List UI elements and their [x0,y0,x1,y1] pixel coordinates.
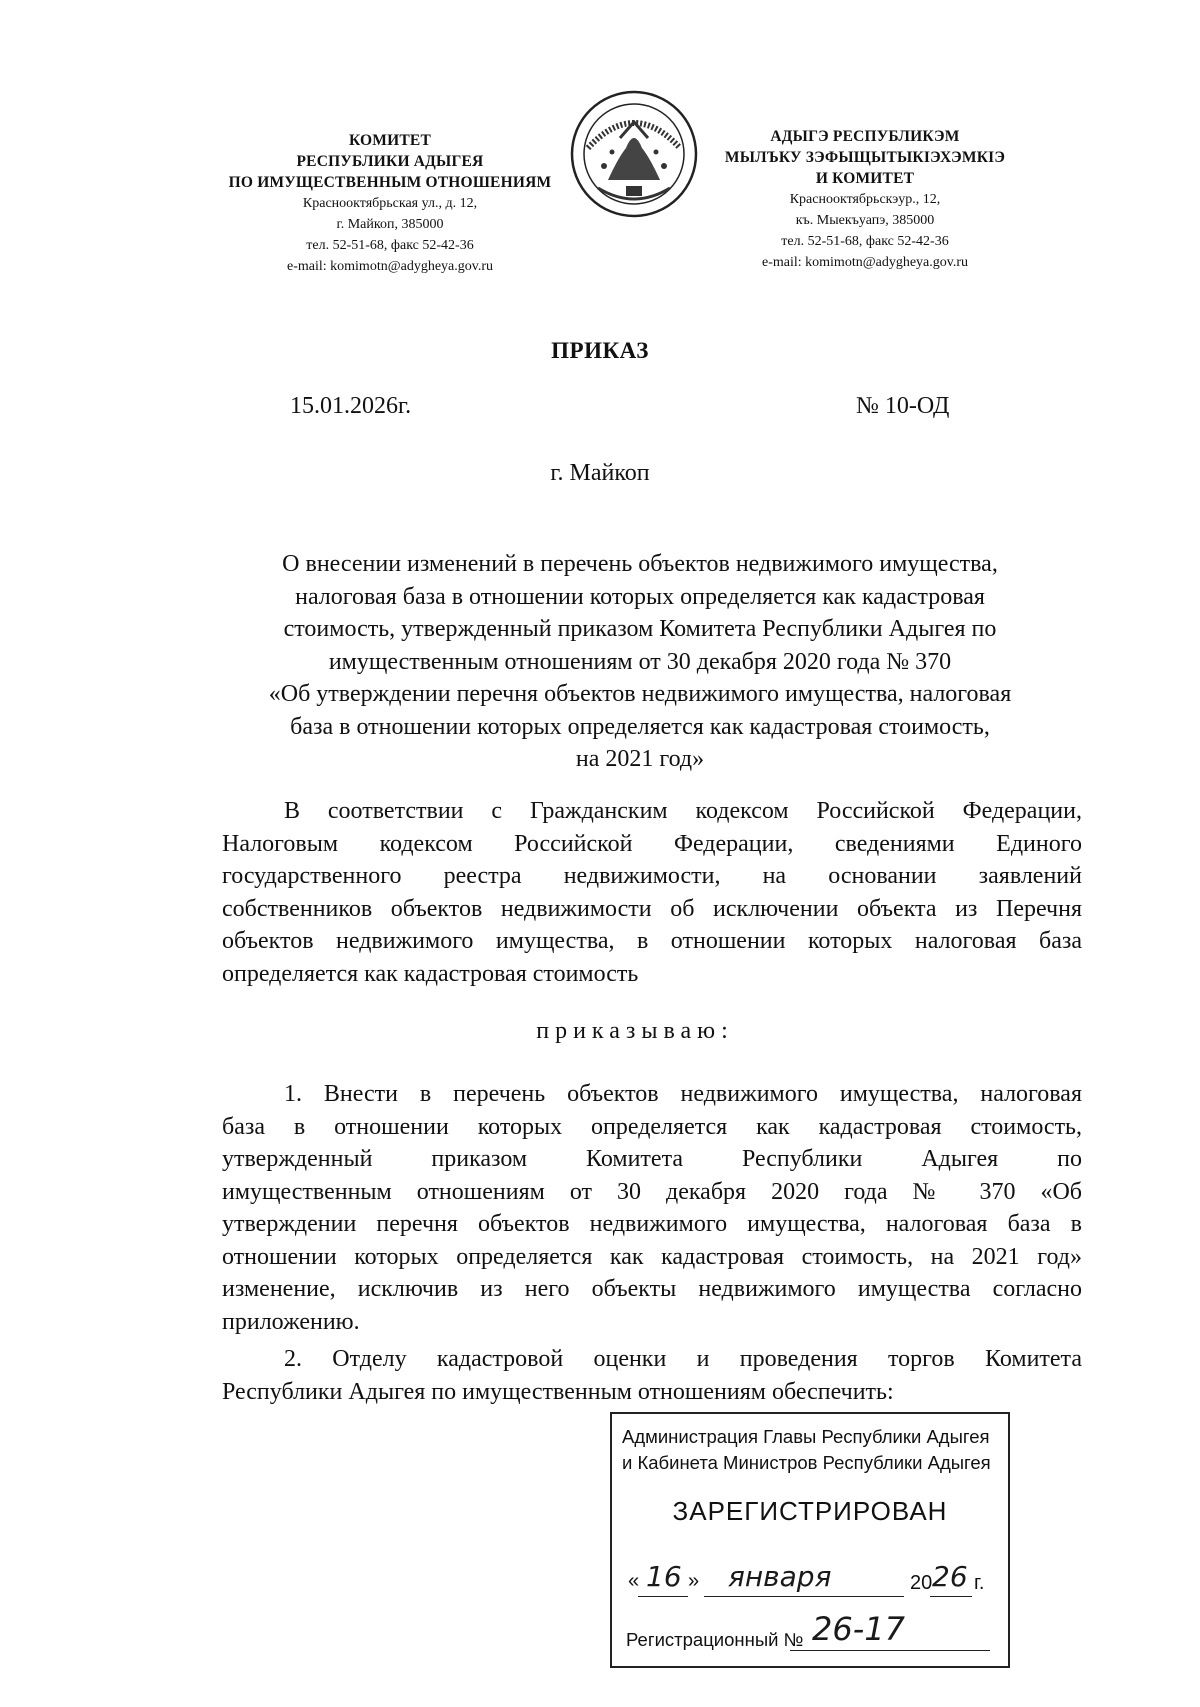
org-name-line-3: ПО ИМУЩЕСТВЕННЫМ ОТНОШЕНИЯМ [228,174,552,191]
document-city: г. Майкоп [550,460,650,486]
stamp-regno-label: Регистрационный № [626,1629,804,1650]
subject-line: налоговая база в отношении которых определяется как кадастровая [295,583,985,610]
stamp-quote-close: » [688,1570,700,1592]
subject-line: база в отношении которых определяется как кадастровая стоимость, [290,713,990,740]
subject-line: на 2021 год» [575,746,705,772]
item-2-line: 2. Отделу кадастровой оценки и проведения торгов Комитета [284,1346,1082,1372]
org-name-ady-line-3: И КОМИТЕТ [815,170,915,187]
org-name-line-2: РЕСПУБЛИКИ АДЫГЕЯ [296,153,484,170]
stamp-year-handwritten: 26 [932,1560,968,1593]
org-email: e-mail: komimotn@adygheya.gov.ru [287,259,493,274]
stamp-year-prefix: 20 [910,1572,933,1594]
org-city: г. Майкоп, 385000 [336,217,444,232]
preamble-paragraph [222,795,1082,990]
preamble-line: В соответствии с Гражданским кодексом Российской Федерации, [284,798,1082,824]
stamp-year-underline [930,1596,972,1597]
item-1-line: приложению. [222,1308,360,1335]
stamp-month-underline [704,1596,904,1597]
stamp-registered-label: ЗАРЕГИСТРИРОВАН [672,1496,948,1526]
document-number: № 10-ОД [856,393,950,419]
org-address: Краснооктябрьская ул., д. 12, [302,196,478,211]
header-right [700,126,1030,273]
preamble-line: определяется как кадастровая стоимость [222,960,639,987]
preamble-line: объектов недвижимого имущества, в отношении которых налоговая база [222,928,1082,954]
document-date: 15.01.2026г. [290,393,412,419]
item-1-line: 1. Внести в перечень объектов недвижимого имущества, налоговая [284,1081,1082,1107]
org-phone: тел. 52-51-68, факс 52-42-36 [306,238,474,253]
order-word: приказываю: [536,1018,734,1044]
registration-stamp [610,1412,1010,1668]
stamp-month-handwritten: января [728,1560,832,1593]
item-2-paragraph [222,1343,1082,1408]
item-1-line: отношении которых определяется как кадастровая стоимость, на 2021 год» [222,1243,1082,1270]
stamp-regno-underline [790,1650,990,1651]
org-name-ady-line-2: МЫЛЪКУ ЗЭФЫЩЫТЫКІЭХЭМКІЭ [724,149,1006,166]
header-left [180,130,600,277]
stamp-quote-open: « [628,1570,640,1592]
stamp-regno-handwritten: 26-17 [812,1610,905,1648]
stamp-day-handwritten: 16 [646,1560,682,1593]
subject-line: имущественным отношениям от 30 декабря 2020 года № 370 [328,648,952,675]
document-title: ПРИКАЗ [551,338,649,363]
item-1-line: утвержденный приказом Комитета Республики Адыгея по [222,1146,1082,1172]
subject-line: «Об утверждении перечня объектов недвижимого имущества, налоговая [268,681,1012,707]
org-name-ady-line-1: АДЫГЭ РЕСПУБЛИКЭМ [770,128,960,145]
stamp-day-underline [638,1596,688,1597]
item-1-paragraph [222,1078,1082,1338]
org-phone-ady: тел. 52-51-68, факс 52-42-36 [781,234,949,249]
org-email-ady: e-mail: komimotn@adygheya.gov.ru [762,255,968,270]
item-1-line: изменение, исключив из него объекты недвижимого имущества согласно [222,1276,1082,1302]
stamp-org-line-2: и Кабинета Министров Республики Адыгея [622,1452,991,1473]
preamble-line: Налоговым кодексом Российской Федерации, сведениями Единого [222,830,1082,857]
subject-line: стоимость, утвержденный приказом Комитета Республики Адыгея по [283,616,997,642]
item-1-line: база в отношении которых определяется как кадастровая стоимость, [222,1113,1082,1140]
item-1-line: имущественным отношениям от 30 декабря 2020 года № 370 «Об [222,1178,1082,1205]
org-address-ady: Краснооктябрьскэур., 12, [789,192,941,207]
stamp-date-row [628,1562,998,1602]
document-subject [225,548,1055,776]
subject-line: О внесении изменений в перечень объектов недвижимого имущества, [282,551,998,577]
stamp-year-abbr: г. [974,1572,985,1594]
org-name-line-1: КОМИТЕТ [348,132,431,149]
preamble-line: государственного реестра недвижимости, на основании заявлений [222,863,1082,889]
item-2-line: Республики Адыгея по имущественным отношениям обеспечить: [222,1378,894,1405]
coat-of-arms-icon [568,88,700,220]
item-1-line: утверждении перечня объектов недвижимого имущества, налоговая база в [222,1211,1082,1237]
preamble-line: собственников объектов недвижимости об исключении объекта из Перечня [222,895,1082,922]
stamp-org-line-1: Администрация Главы Республики Адыгея [622,1426,990,1447]
org-city-ady: къ. Мыекъуапэ, 385000 [795,213,935,228]
